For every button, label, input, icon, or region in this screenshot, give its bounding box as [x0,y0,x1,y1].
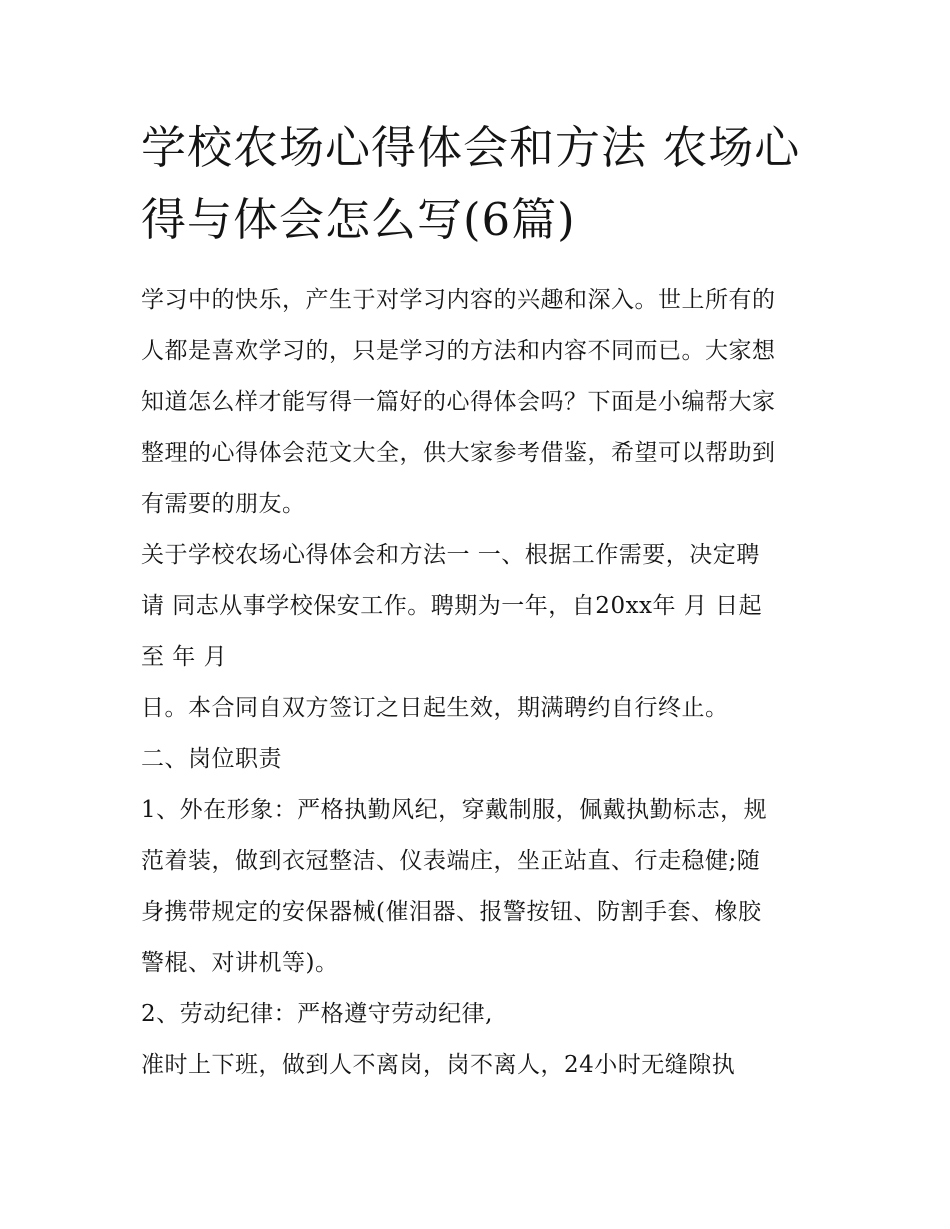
body-line: 关于学校农场心得体会和方法一 一、根据工作需要，决定聘 [141,542,760,568]
body-line: 至 年 月 [141,644,228,670]
body-line: 请 同志从事学校保安工作。聘期为一年，自20xx年 月 日起 [141,593,763,619]
body-line: 1、外在形象：严格执勤风纪，穿戴制服，佩戴执勤标志，规 [141,797,768,823]
body-line: 准时上下班，做到人不离岗，岗不离人，24小时无缝隙执 [141,1052,736,1078]
body-line: 有需要的朋友。 [141,491,306,517]
body-line: 警棍、对讲机等)。 [141,950,339,976]
document-title: 学校农场心得体会和方法 农场心得与体会怎么写(6篇) [141,121,801,246]
body-line: 知道怎么样才能写得一篇好的心得体会吗？下面是小编帮大家 [141,389,776,415]
body-line: 日。本合同自双方签订之日起生效，期满聘约自行终止。 [141,695,729,721]
body-line: 整理的心得体会范文大全，供大家参考借鉴，希望可以帮助到 [141,440,776,466]
body-line: 人都是喜欢学习的，只是学习的方法和内容不同而已。大家想 [141,338,776,364]
body-line: 身携带规定的安保器械(催泪器、报警按钮、防割手套、橡胶 [141,899,762,925]
body-line: 2、劳动纪律：严格遵守劳动纪律, [141,1001,493,1027]
body-line: 范着装，做到衣冠整洁、仪表端庄，坐正站直、行走稳健;随 [141,848,761,874]
body-line: 二、岗位职责 [141,746,282,772]
body-line: 学习中的快乐，产生于对学习内容的兴趣和深入。世上所有的 [141,287,776,313]
